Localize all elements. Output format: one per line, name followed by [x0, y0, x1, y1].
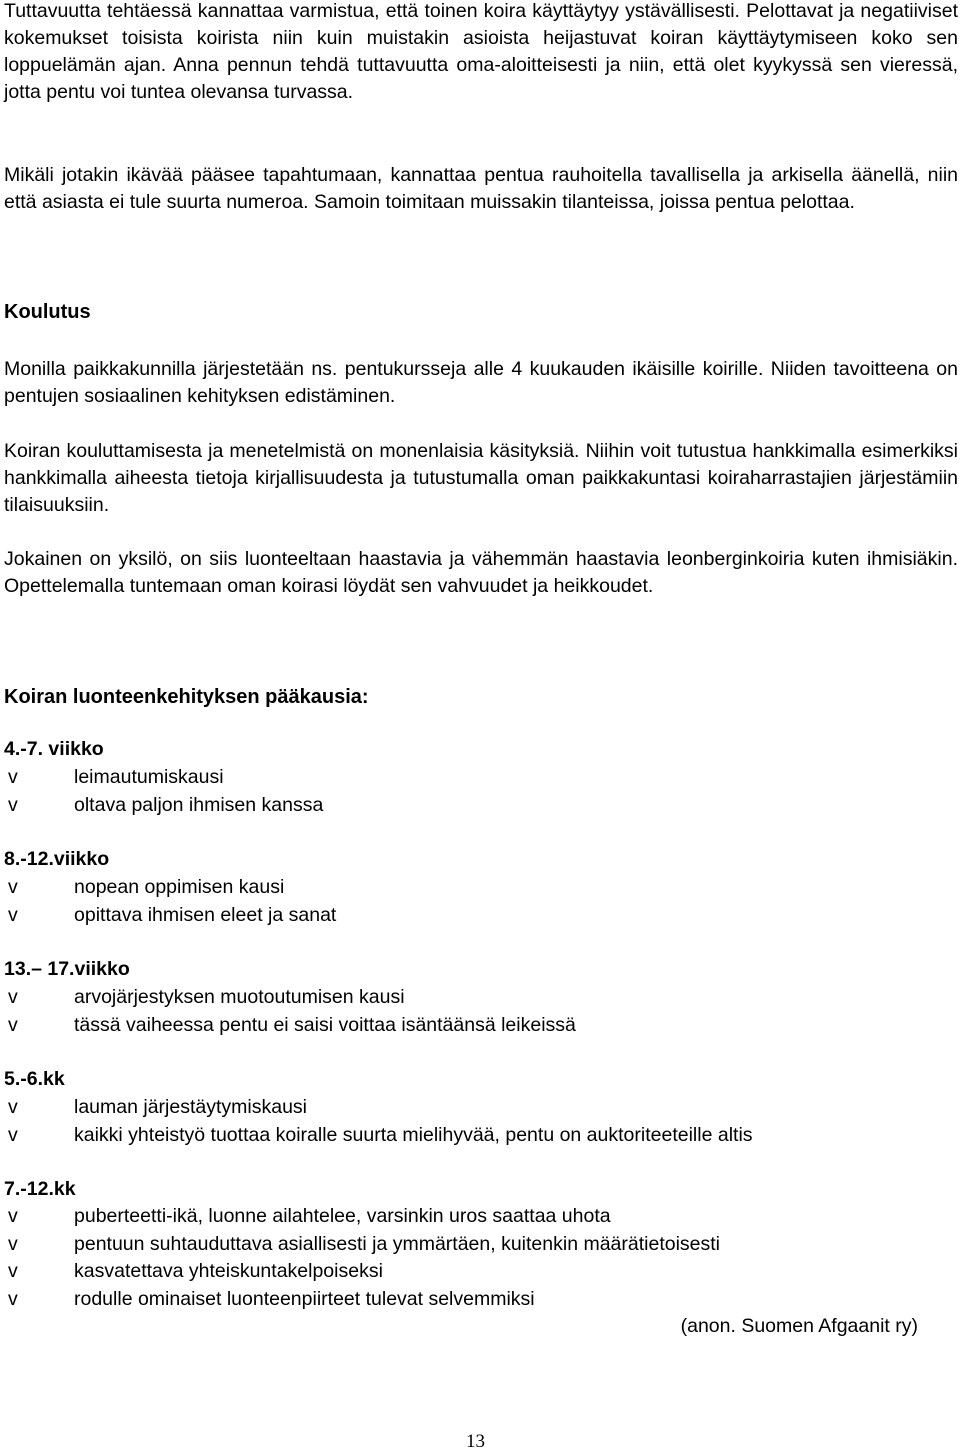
training-paragraph-3: Jokainen on yksilö, on siis luonteeltaan haastavia ja vähemmän haastavia leonberginkoiria kuten ihmisiäkin. Opettelemalla tuntemaan oman koirasi löydät sen vahvuudet ja heikkoudet.: [4, 548, 958, 597]
intro-paragraph: Tuttavuutta tehtäessä kannattaa varmistua, että toinen koira käyttäytyy ystävällisesti. Pelottavat ja negatiiviset kokemukset toisista koirista niin kuin muistakin asioista heijastuvat koiran käyttäytymiseen koko sen loppuelämän ajan. Anna pennun tehdä tuttavuutta oma-aloitteisesti ja niin, että olet kyykyssä sen vieressä, jotta pentu voi tuntea olevansa turvassa.: [4, 0, 958, 103]
stage-title: 4.-7. viikko: [4, 738, 104, 760]
stage-title: 7.-12.kk: [4, 1178, 76, 1200]
training-paragraph-2: Koiran kouluttamisesta ja menetelmistä on monenlaisia käsityksiä. Niihin voit tutustua hankkimalla esimerkiksi hankkimalla aiheesta tietoja kirjallisuudesta ja tutustumalla oman paikkakuntasi koiraharrastajien järjestämiin tilaisuuksiin.: [4, 440, 958, 516]
stage-list: [8, 984, 576, 1039]
bullet-icon: v: [8, 1013, 18, 1036]
bullet-icon: v: [8, 766, 18, 788]
calming-paragraph: Mikäli jotakin ikävää pääsee tapahtumaan, kannattaa pentua rauhoitella tavallisella ja arkisella äänellä, niin että asiasta ei tule suurta numeroa. Samoin toimitaan muissakin tilanteissa, joissa pentua pelottaa.: [4, 164, 958, 213]
list-item: [8, 1231, 720, 1259]
list-item-text: tässä vaiheessa pentu ei saisi voittaa isäntäänsä leikeissä: [74, 1013, 576, 1036]
stage-list: [8, 1094, 753, 1149]
list-item: [8, 1012, 576, 1040]
document-page: [4, 0, 958, 1455]
page-number: 13: [466, 1431, 485, 1452]
list-item: [8, 764, 323, 792]
list-item-text: arvojärjestyksen muotoutumisen kausi: [74, 986, 405, 1008]
list-item-text: leimautumiskausi: [74, 766, 224, 788]
list-item-text: kaikki yhteistyö tuottaa koiralle suurta mielihyvää, pentu on auktoriteeteille altis: [74, 1123, 753, 1146]
bullet-icon: v: [8, 793, 18, 816]
stage-list: [8, 874, 336, 929]
list-item: [8, 1203, 720, 1231]
list-item-text: nopean oppimisen kausi: [74, 876, 285, 898]
list-item-text: kasvatettava yhteiskuntakelpoiseksi: [74, 1260, 383, 1282]
bullet-icon: v: [8, 1260, 18, 1282]
bullet-icon: v: [8, 986, 18, 1008]
bullet-icon: v: [8, 1287, 18, 1310]
bullet-icon: v: [8, 1123, 18, 1146]
stage-list: [8, 764, 323, 819]
stage-title: 13.– 17.viikko: [4, 958, 130, 980]
list-item: [8, 1286, 720, 1314]
list-item-text: pentuun suhtauduttava asiallisesti ja ymmärtäen, kuitenkin määrätietoisesti: [74, 1232, 721, 1255]
list-item: [8, 1122, 753, 1150]
training-paragraph-1: Monilla paikkakunnilla järjestetään ns. pentukursseja alle 4 kuukauden ikäisille koirille. Niiden tavoitteena on pentujen sosiaalinen kehityksen edistäminen.: [4, 358, 958, 407]
list-item-text: opittava ihmisen eleet ja sanat: [74, 903, 337, 926]
stage-list: [8, 1203, 720, 1313]
bullet-icon: v: [8, 903, 18, 926]
bullet-icon: v: [8, 1096, 18, 1118]
development-heading: Koiran luonteenkehityksen pääkausia:: [4, 686, 369, 708]
list-item: [8, 792, 323, 820]
stage-title: 8.-12.viikko: [4, 848, 110, 870]
list-item: [8, 874, 336, 902]
bullet-icon: v: [8, 876, 18, 898]
list-item: [8, 1094, 753, 1122]
stage-title: 5.-6.kk: [4, 1068, 65, 1090]
attribution: (anon. Suomen Afgaanit ry): [680, 1315, 918, 1337]
list-item: [8, 984, 576, 1012]
list-item-text: lauman järjestäytymiskausi: [74, 1096, 308, 1118]
list-item: [8, 1258, 720, 1286]
training-heading: Koulutus: [4, 301, 91, 323]
list-item-text: rodulle ominaiset luonteenpiirteet tulevat selvemmiksi: [74, 1287, 535, 1310]
bullet-icon: v: [8, 1205, 18, 1227]
bullet-icon: v: [8, 1232, 18, 1255]
list-item-text: puberteetti-ikä, luonne ailahtelee, varsinkin uros saattaa uhota: [74, 1205, 611, 1227]
list-item: [8, 902, 336, 930]
list-item-text: oltava paljon ihmisen kanssa: [74, 793, 324, 816]
